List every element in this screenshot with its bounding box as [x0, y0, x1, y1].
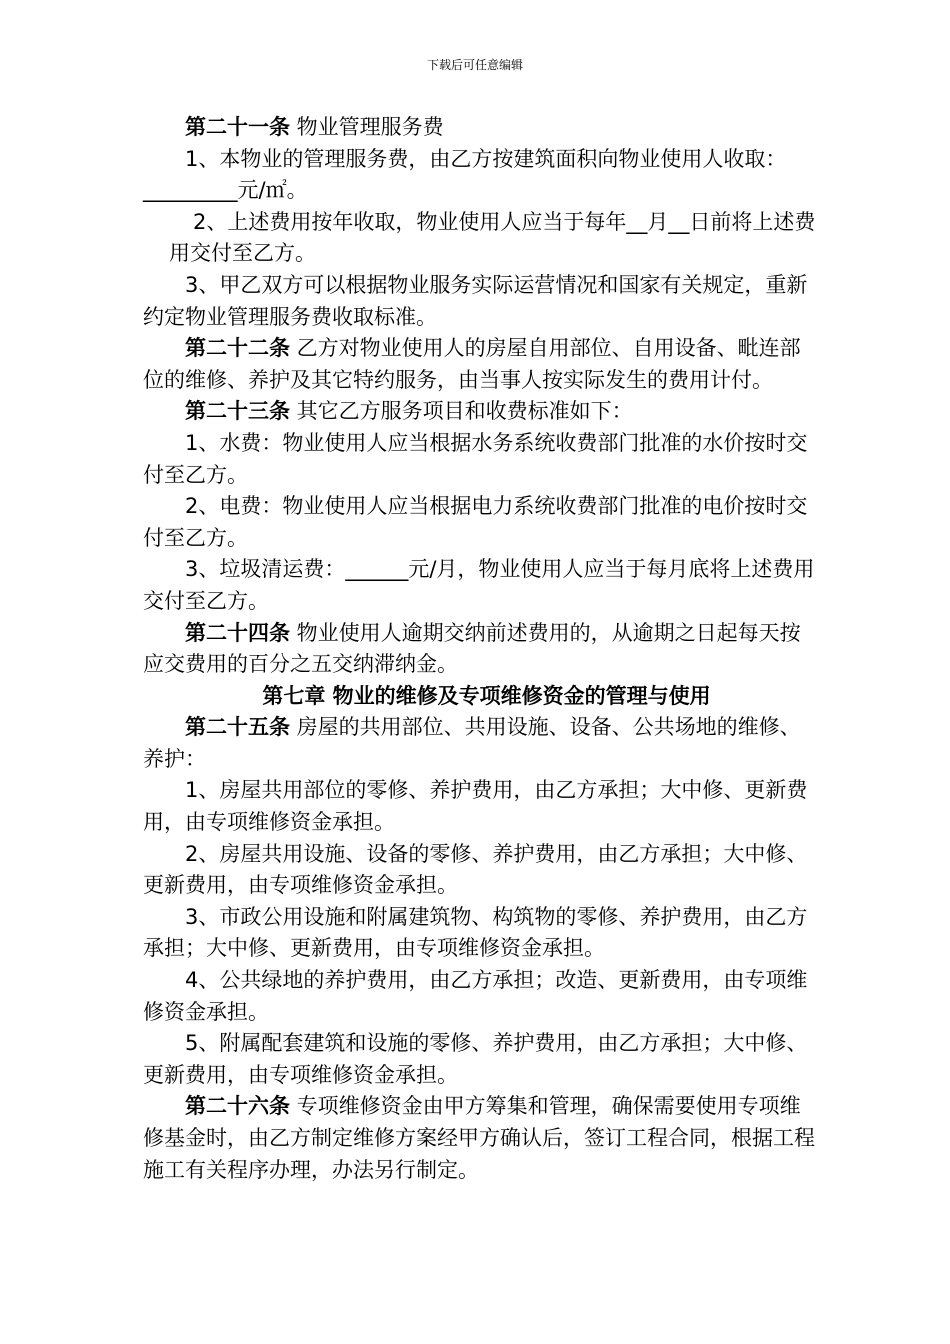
article-22: 第二十二条 乙方对物业使用人的房屋自用部位、自用设备、毗连部位的维修、养护及其它特约服务，由当事人按实际发生的费用计付。	[143, 336, 801, 392]
document-body	[143, 112, 818, 1186]
article-23-clause-1: 1、水费：物业使用人应当根据水务系统收费部门批准的水价按时交付至乙方。	[143, 430, 808, 487]
article-23-clause-3: 3、垃圾清运费：______元/月，物业使用人应当于每月底将上述费用交付至乙方。	[143, 557, 815, 613]
article-21-clause-1: 1、本物业的管理服务费，由乙方按建筑面积向物业使用人收取：_________元/㎡。	[143, 146, 787, 203]
article-21-title: 第二十一条 物业管理服务费	[185, 115, 444, 139]
article-25-clause-5: 5、附属配套建筑和设施的零修、养护费用，由乙方承担；大中修、更新费用，由专项维修资金承担。	[143, 1031, 808, 1087]
article-25-clause-1: 1、房屋共用部位的零修、养护费用，由乙方承担；大中修、更新费用，由专项维修资金承担。	[143, 778, 808, 835]
article-21-clause-3: 3、甲乙双方可以根据物业服务实际运营情况和国家有关规定，重新约定物业管理服务费收取标准。	[143, 272, 808, 329]
article-25-clause-4: 4、公共绿地的养护费用，由乙方承担；改造、更新费用，由专项维修资金承担。	[143, 968, 808, 1024]
article-24: 第二十四条 物业使用人逾期交纳前述费用的，从逾期之日起每天按应交费用的百分之五交纳滞纳金。	[143, 620, 801, 677]
article-25-clause-2: 2、房屋共用设施、设备的零修、养护费用，由乙方承担；大中修、更新费用，由专项维修资金承担。	[143, 841, 808, 898]
article-23-title: 第二十三条 其它乙方服务项目和收费标准如下：	[185, 399, 633, 424]
article-21-clause-2: 2、上述费用按年收取，物业使用人应当于每年__月__日前将上述费用交付至乙方。	[169, 209, 816, 266]
chapter-7-heading: 第七章 物业的维修及专项维修资金的管理与使用	[262, 683, 711, 708]
article-25-clause-3: 3、市政公用设施和附属建筑物、构筑物的零修、养护费用，由乙方承担；大中修、更新费用，由专项维修资金承担。	[143, 904, 808, 961]
page-header: 下载后可任意编辑	[426, 58, 523, 72]
article-23-clause-2: 2、电费：物业使用人应当根据电力系统收费部门批准的电价按时交付至乙方。	[143, 494, 808, 550]
article-25-title: 第二十五条 房屋的共用部位、共用设施、设备、公共场地的维修、养护：	[143, 715, 801, 771]
article-26: 第二十六条 专项维修资金由甲方筹集和管理，确保需要使用专项维修基金时，由乙方制定维修方案经甲方确认后，签订工程合同，根据工程施工有关程序办理，办法另行制定。	[143, 1094, 815, 1182]
